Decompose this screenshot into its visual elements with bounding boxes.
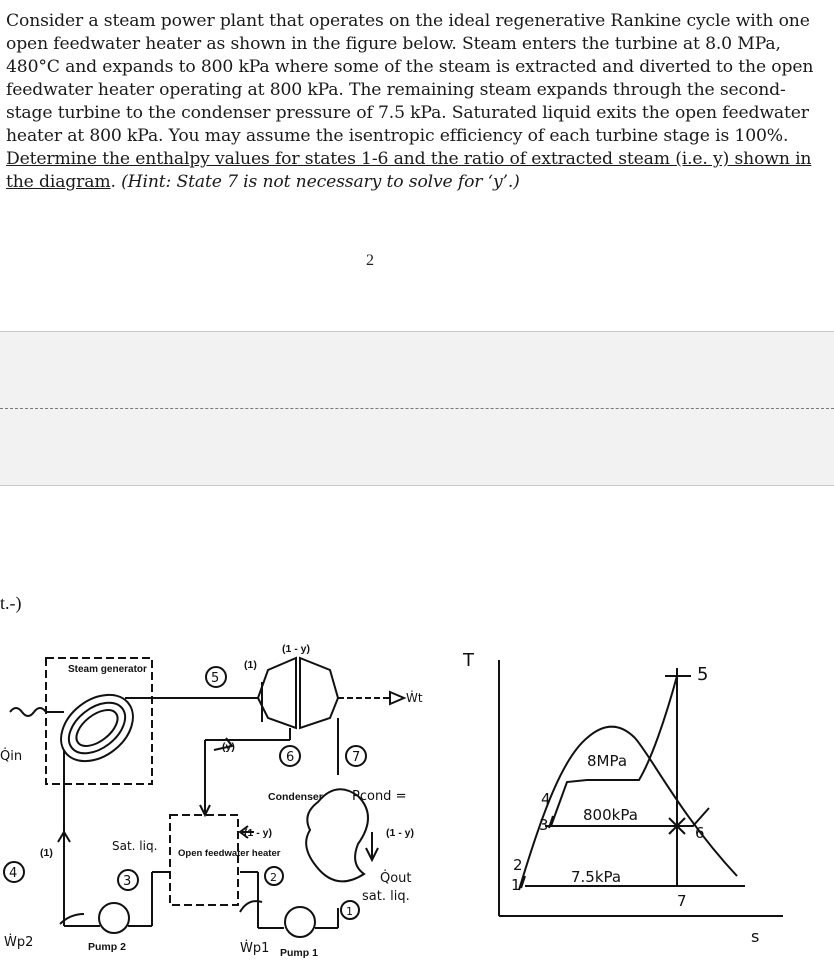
ts-state-4: 4 [541, 790, 551, 808]
schematic-state-2: 2 [270, 871, 277, 884]
sat-liq-right-label: sat. liq. [362, 889, 410, 904]
schematic-state-7: 7 [352, 750, 361, 765]
isobar-7-5kpa-label: 7.5kPa [571, 868, 622, 886]
ts-diagram [455, 640, 834, 961]
flow-one-minus-y-right: (1 - y) [386, 827, 415, 839]
page-break-line [0, 408, 834, 409]
s-axis-label: s [751, 927, 760, 946]
problem-task: Determine the enthalpy values for states 1-6 and the ratio of extracted steam (i.e. y) shown in the diagram [6, 149, 812, 192]
problem-statement [6, 10, 828, 194]
turbine-stage-2 [300, 658, 338, 728]
open-feedwater-heater [170, 815, 238, 905]
condenser-label: Condenser [268, 791, 323, 803]
flow-y-label: (y) [222, 741, 235, 753]
pump-1-label: Pump 1 [280, 947, 318, 959]
turbine-work-label: Ẇt [406, 691, 423, 705]
ts-state-6: 6 [695, 824, 705, 842]
t-axis-label: T [463, 650, 474, 671]
page-number: 2 [366, 252, 374, 269]
cropped-text: t.-) [0, 593, 22, 613]
open-fwh-label: Open feedwater heater [178, 848, 281, 859]
problem-period: . [110, 172, 122, 192]
p-cond-label: Pcond = [352, 789, 407, 804]
schematic-state-5: 5 [211, 671, 220, 686]
heat-in-arrow [10, 708, 64, 716]
q-out-label: Q̇out [380, 871, 412, 886]
flow-one-minus-y-mid: (1 - y) [244, 827, 273, 839]
ts-state-1: 1 [511, 876, 521, 894]
problem-text: Consider a steam power plant that operates on the ideal regenerative Rankine cycle with one open feedwater heater as shown in the figure below. Steam enters the turbine at 8.0 MPa, 480°C and expands to 800 kPa where some of the steam is extracted and diverted to the open feedwater heater operating at 800 kPa. The remaining steam expands through the second-stage turbine to the condenser pressure of 7.5 kPa. Saturated liquid exits the open feedwater heater at 800 kPa. You may assume the isentropic efficiency of each turbine stage is 100%. [6, 11, 814, 146]
ts-state-3: 3 [539, 816, 549, 834]
isobar-8mpa [551, 676, 677, 826]
pump-1 [285, 907, 315, 937]
steam-generator-coil [48, 681, 146, 774]
pump-2-work-label: Ẇp2 [4, 935, 34, 950]
problem-hint: (Hint: State 7 is not necessary to solve for ‘y’.) [121, 172, 520, 192]
schematic-state-1: 1 [346, 905, 353, 918]
isobar-8mpa-label: 8MPa [587, 752, 628, 770]
flow-one-left: (1) [40, 847, 53, 859]
steam-generator-box [46, 658, 152, 784]
page-break-band [0, 331, 834, 486]
pump-1-work-label: Ẇp1 [240, 941, 270, 956]
q-in-label: Q̇in [0, 749, 23, 764]
flow-one-minus-y-top: (1 - y) [282, 643, 311, 655]
ts-state-7: 7 [677, 892, 687, 910]
cycle-schematic [0, 610, 445, 961]
schematic-state-6: 6 [286, 750, 295, 765]
ts-state-5: 5 [697, 664, 709, 685]
ts-state-2: 2 [513, 856, 523, 874]
schematic-state-4: 4 [9, 866, 18, 881]
isobar-800kpa-label: 800kPa [583, 806, 638, 824]
sat-liq-left-label: Sat. liq. [112, 839, 158, 853]
schematic-state-3: 3 [123, 874, 132, 889]
turbine-stage-1 [258, 658, 296, 728]
pump-2-label: Pump 2 [88, 941, 126, 953]
pump-2 [99, 903, 129, 933]
flow-one-label: (1) [244, 659, 257, 671]
steam-generator-label-1: Steam generator [68, 664, 147, 675]
